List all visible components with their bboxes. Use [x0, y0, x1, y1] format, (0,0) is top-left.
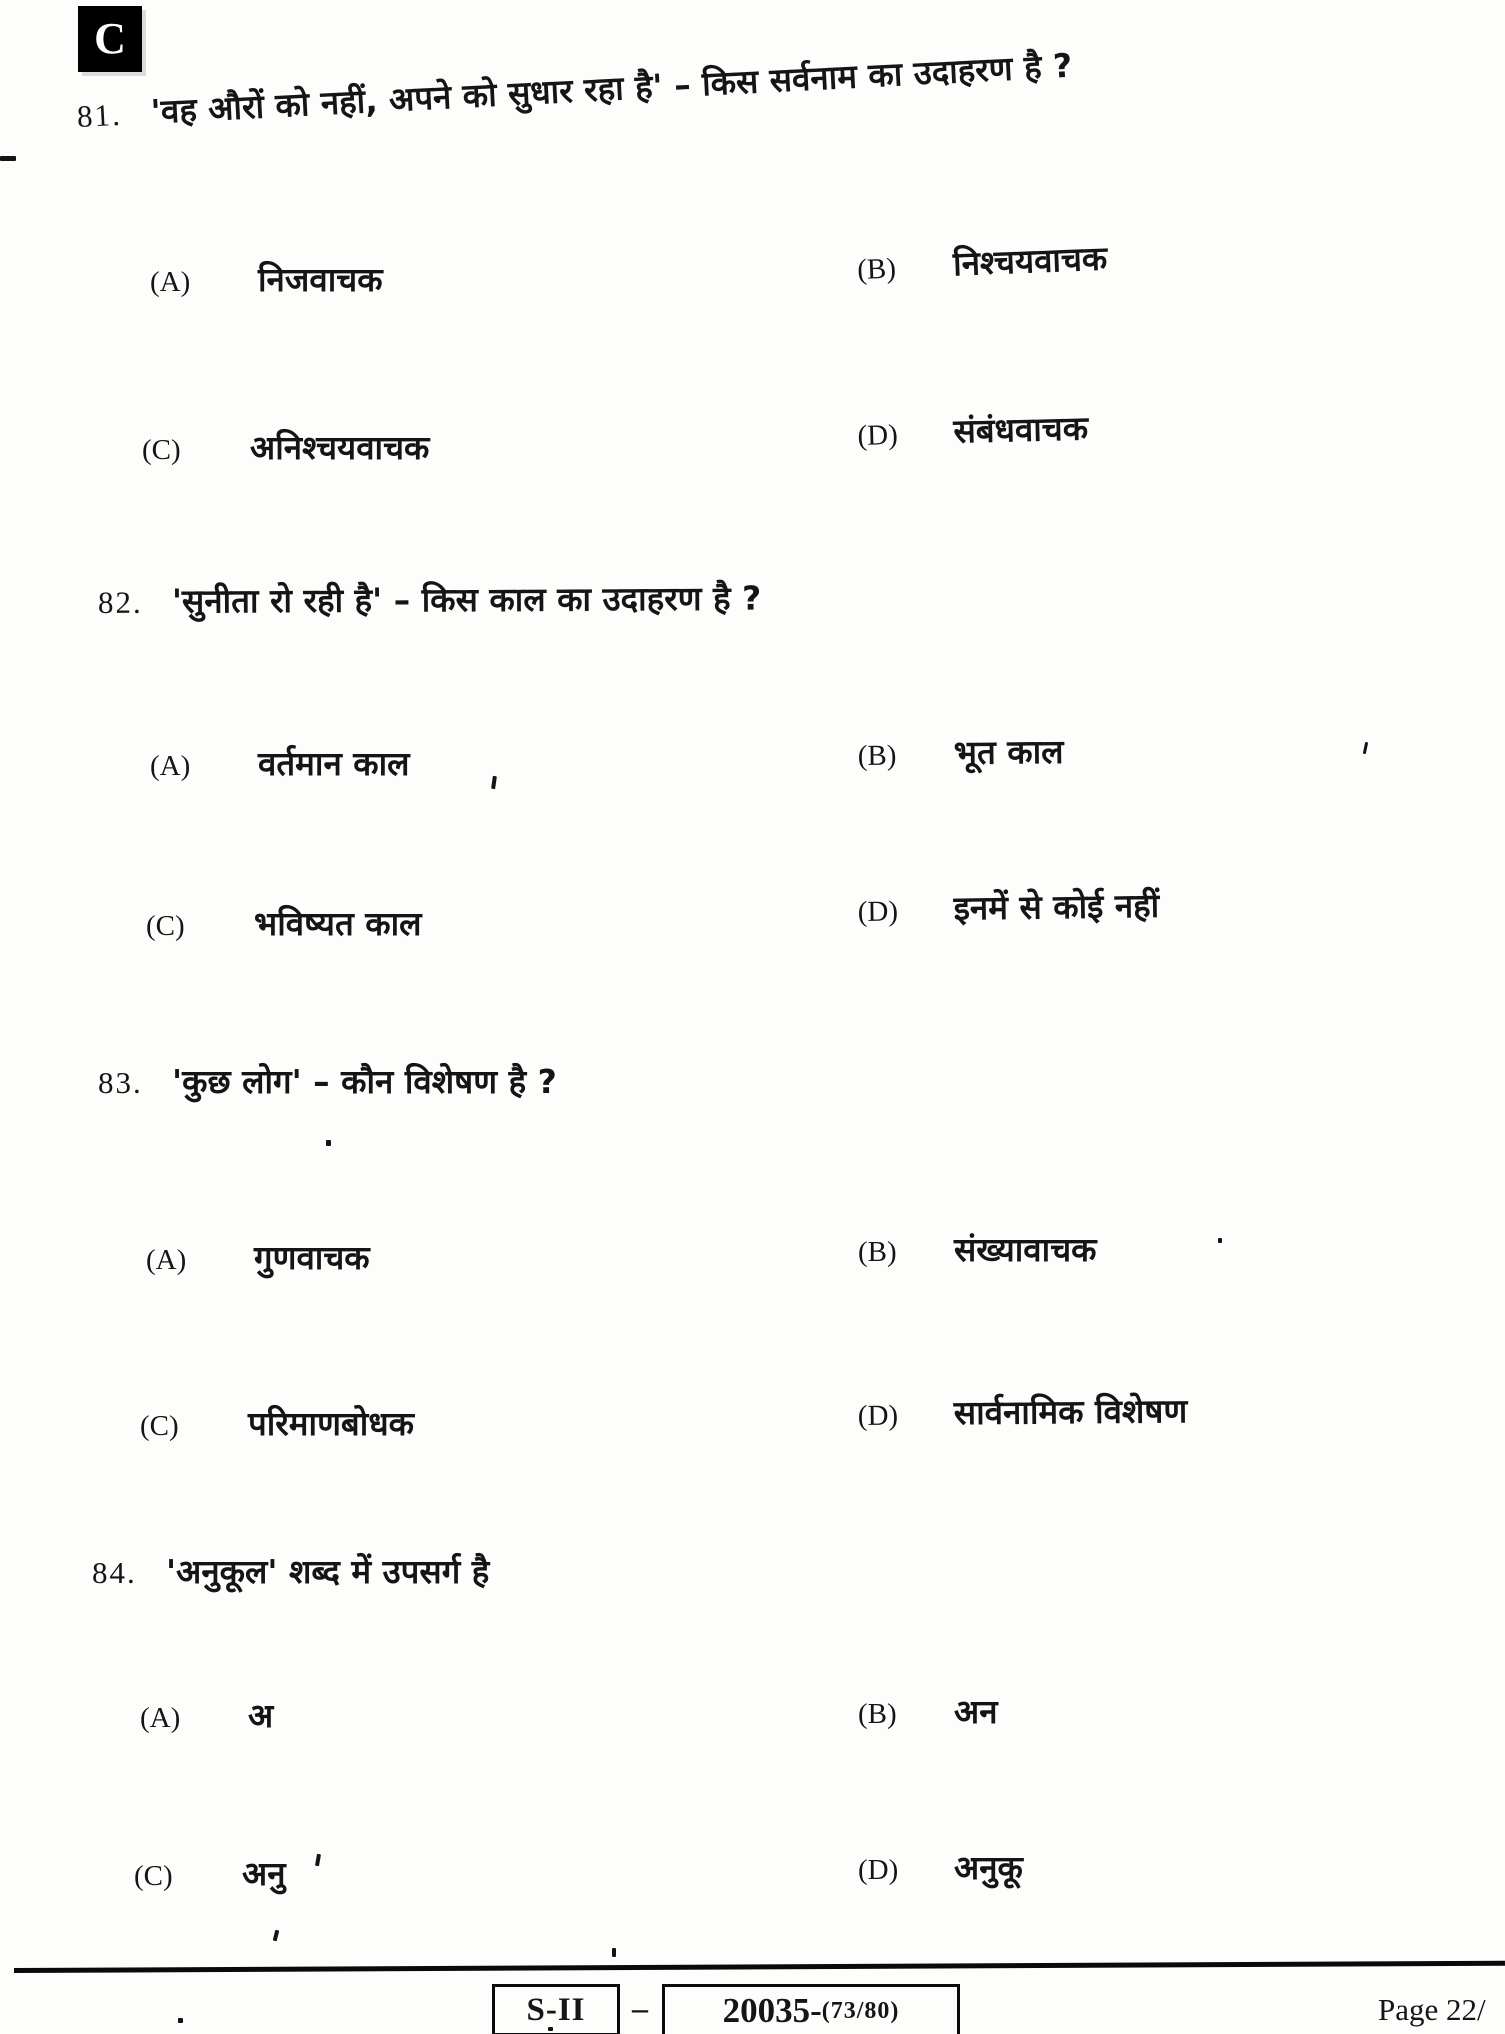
option-84-c: [134, 1850, 286, 1895]
option-label: (B): [857, 739, 897, 773]
option-label: (A): [146, 1244, 187, 1276]
scan-artifact: [178, 2018, 183, 2023]
question-text: 'कुछ लोग' – कौन विशेषण है ?: [172, 1062, 557, 1101]
option-text: निश्चयवाचक: [952, 238, 1108, 284]
question-84: [92, 1548, 489, 1593]
option-label: (A): [150, 266, 191, 298]
footer-booklet-main: 20035-: [722, 1991, 822, 2030]
option-label: (D): [857, 895, 899, 929]
scan-artifact: [273, 1930, 280, 1942]
question-text: 'सुनीता रो रही है' – किस काल का उदाहरण है ?: [171, 578, 762, 621]
question-number: 81.: [76, 96, 123, 135]
option-text: संख्यावाचक: [954, 1230, 1097, 1269]
option-84-d: [858, 1844, 1023, 1889]
footer-page-number: Page 22/: [1378, 1992, 1486, 2027]
option-81-a: [150, 256, 383, 301]
option-label: (B): [858, 1698, 897, 1730]
question-number: 83.: [98, 1065, 143, 1100]
option-text: वर्तमान काल: [258, 744, 410, 783]
option-label: (D): [858, 1854, 899, 1886]
question-number: 84.: [92, 1555, 137, 1590]
option-label: (B): [858, 1236, 897, 1268]
option-text: अनुकू: [954, 1848, 1023, 1887]
option-83-d: [858, 1387, 1188, 1435]
option-label: (C): [140, 1410, 179, 1442]
option-81-c: [142, 424, 429, 469]
option-84-a: [140, 1692, 273, 1737]
option-82-c: [146, 900, 422, 945]
option-label: (D): [857, 1399, 899, 1433]
option-text: गुणवाचक: [254, 1238, 370, 1277]
option-label: (C): [146, 910, 185, 942]
scan-artifact: [315, 1854, 321, 1867]
question-text: 'अनुकूल' शब्द में उपसर्ग है: [166, 1552, 490, 1591]
option-text: अ: [248, 1696, 274, 1735]
question-83: [98, 1058, 557, 1103]
scan-artifact: [491, 776, 497, 789]
scan-artifact: [548, 2027, 553, 2031]
option-83-c: [140, 1400, 414, 1445]
scan-artifact: [1218, 1238, 1222, 1243]
option-label: (C): [134, 1860, 173, 1892]
footer-booklet-code-box: [662, 1984, 960, 2034]
question-text: 'वह औरों को नहीं, अपने को सुधार रहा है' – किस सर्वनाम का उदाहरण है ?: [149, 45, 1074, 132]
option-text: अन: [954, 1692, 998, 1731]
option-text: निजवाचक: [258, 260, 383, 299]
option-82-d: [857, 882, 1159, 931]
option-84-b: [858, 1688, 998, 1733]
footer-paper-code-box: [492, 1984, 620, 2034]
option-label: (A): [150, 750, 191, 782]
option-text: अनु: [242, 1854, 286, 1893]
option-81-d: [857, 404, 1089, 455]
option-text: भूत काल: [953, 731, 1064, 772]
footer-booklet-sub: (73/80): [821, 1997, 900, 2024]
option-label: (A): [140, 1702, 181, 1734]
section-badge: [78, 6, 142, 72]
scan-artifact: [1363, 742, 1368, 754]
option-text: सार्वनामिक विशेषण: [953, 1391, 1188, 1433]
option-82-a: [150, 740, 410, 785]
scan-artifact: [0, 156, 16, 161]
option-82-b: [858, 728, 1064, 775]
option-text: भविष्यत काल: [254, 904, 422, 943]
question-number: 82.: [97, 584, 143, 621]
option-text: इनमें से कोई नहीं: [953, 885, 1160, 928]
question-82: [98, 575, 762, 623]
option-text: संबंधवाचक: [952, 408, 1089, 451]
option-text: परिमाणबोधक: [248, 1404, 414, 1443]
scan-artifact: [326, 1140, 331, 1146]
option-label: (B): [856, 252, 897, 287]
option-text: अनिश्चयवाचक: [250, 428, 430, 467]
option-label: (D): [857, 419, 899, 453]
option-83-b: [858, 1226, 1097, 1271]
option-83-a: [146, 1234, 370, 1279]
section-badge-label: C: [94, 14, 126, 63]
option-label: (C): [142, 434, 181, 466]
question-81: [76, 42, 1073, 137]
option-81-b: [856, 234, 1108, 289]
footer-paper-code: S-II: [526, 1991, 586, 2028]
footer-separator: –: [632, 1990, 648, 2026]
footer-divider: [14, 1961, 1505, 1973]
scan-artifact: [612, 1948, 616, 1957]
